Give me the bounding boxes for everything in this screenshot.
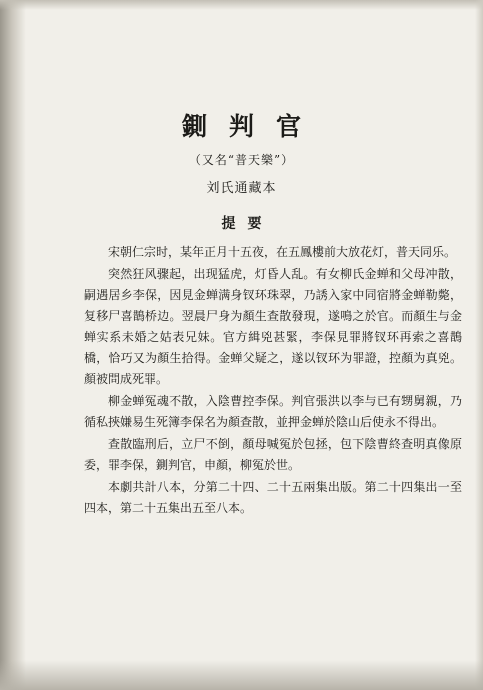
- section-heading: 提要: [221, 216, 274, 232]
- scan-shadow-bottom: [0, 660, 483, 690]
- paragraph: 突然狂风骤起，出现猛虎，灯昏人乱。有女柳氏金蝉和父母冲散，嗣遇居乡李保，因見金蝉满身钗环珠翠，乃誘入家中同宿將金蝉勒斃，复移尸喜鵲桥边。翌晨尸身为顏生查散發現，遂鳴之於官。而顏生与金蝉实系未婚之姑表兄妹。官方緝兇甚緊，李保見罪將钗环再索之喜鵲橋，恰巧又为顏生拾得。金蝉父疑之，遂以钗环为罪證，控顏为真兇。顏被問成死罪。: [84, 267, 462, 386]
- paragraph: 宋朝仁宗时，某年正月十五夜，在五鳳樓前大放花灯，普天同乐。: [108, 245, 457, 259]
- source-attribution: 刘氏通藏本: [206, 181, 277, 196]
- synopsis-body: [84, 242, 462, 520]
- paragraph: 柳金蝉冤魂不散，入陰曹控李保。判官張洪以李与已有甥舅親，乃循私挾嫌易生死簿李保名为顏查散，並押金蝉於陰山后使永不得出。: [84, 394, 462, 429]
- scan-shadow-top: [0, 0, 483, 10]
- page-title: 鍘判官: [181, 112, 323, 141]
- scan-shadow-left: [0, 0, 26, 690]
- paragraph: 查散臨刑后，立尸不倒，顏母喊冤於包拯，包下陰曹終查明真像原委，罪李保，鍘判官，申顏，柳冤於世。: [84, 437, 462, 472]
- alternate-title: （又名“普天樂”）: [188, 153, 295, 167]
- scan-shadow-right: [475, 0, 483, 690]
- paragraph: 本劇共計八本，分第二十四、二十五兩集出版。第二十四集出一至四本，第二十五集出五至八本。: [84, 480, 462, 515]
